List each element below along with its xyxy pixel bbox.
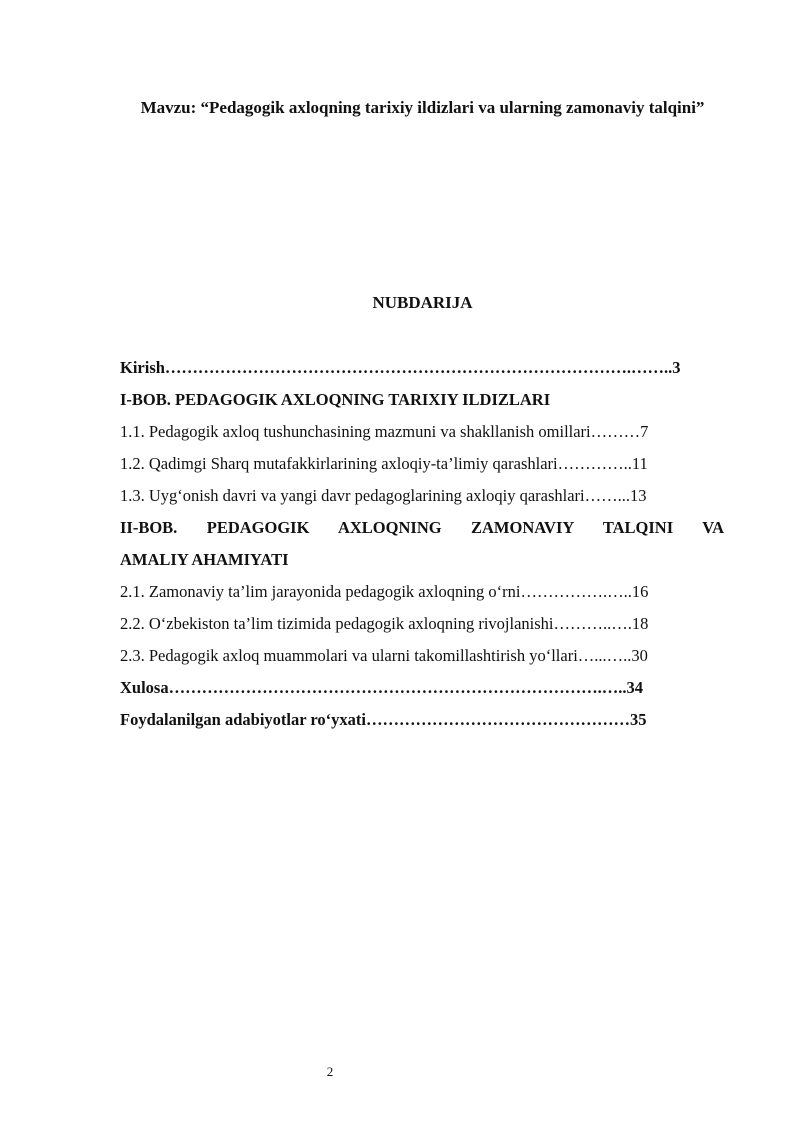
toc-entry-1-2: 1.2. Qadimgi Sharq mutafakkirlarining axloqiy-ta’limiy qarashlari…………..11 [120,454,648,473]
toc-entry-1-1: 1.1. Pedagogik axloq tushunchasining mazmuni va shakllanish omillari………7 [120,422,649,441]
toc-entry-kirish: Kirish………………………………………………………………………….……..3 [120,358,681,377]
table-of-contents [120,352,724,736]
contents-heading: NUBDARIJA [372,293,473,312]
document-title: Mavzu: “Pedagogik axloqning tarixiy ildizlari va ularning zamonaviy talqini” [140,98,705,117]
page-number: 2 [326,1064,334,1079]
toc-entry-2-1: 2.1. Zamonaviy ta’lim jarayonida pedagogik axloqning o‘rni…………….…..16 [120,582,649,601]
toc-entry-references: Foydalanilgan adabiyotlar ro‘yxati…………………………………………35 [120,710,647,729]
toc-chapter-1: I-BOB. PEDAGOGIK AXLOQNING TARIXIY ILDIZLARI [120,390,551,409]
toc-entry-xulosa: Xulosa…………………………………………………………………….…..34 [120,678,643,697]
toc-chapter-2-continued: AMALIY AHAMIYATI [120,550,289,569]
toc-entry-2-2: 2.2. O‘zbekiston ta’lim tizimida pedagogik axloqning rivojlanishi………..….18 [120,614,649,633]
toc-entry-1-3: 1.3. Uyg‘onish davri va yangi davr pedagoglarining axloqiy qarashlari……...13 [120,486,647,505]
toc-chapter-2: II-BOB. PEDAGOGIK AXLOQNING ZAMONAVIY TALQINI VA [120,518,724,537]
toc-entry-2-3: 2.3. Pedagogik axloq muammolari va ularni takomillashtirish yo‘llari…...…..30 [120,646,648,665]
